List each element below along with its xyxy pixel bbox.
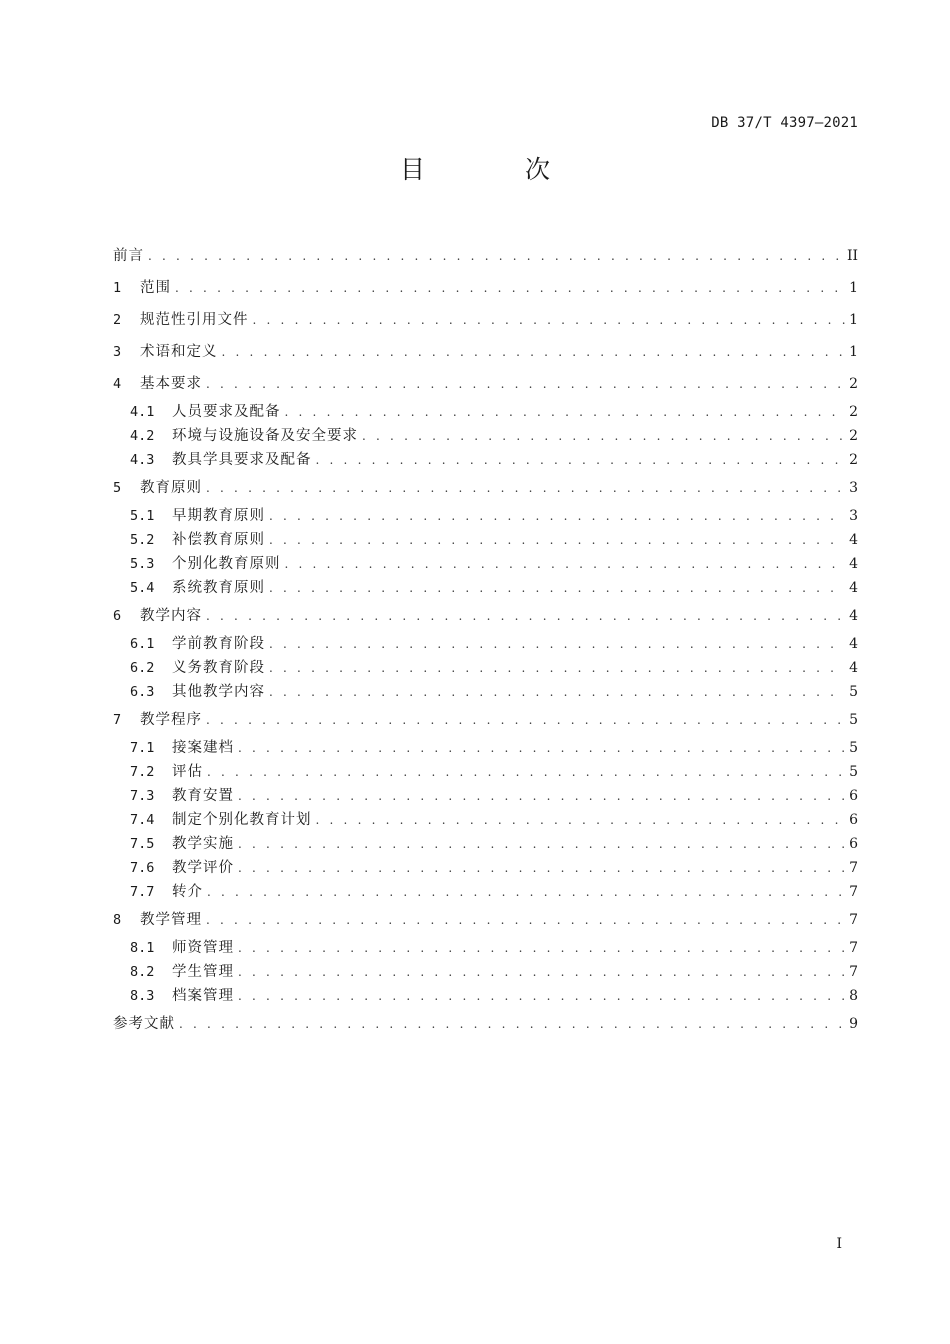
toc-entry-page: 5 xyxy=(849,740,858,756)
toc-entry[interactable] xyxy=(113,832,858,856)
toc-entry[interactable] xyxy=(113,600,858,632)
toc-entry-page: 7 xyxy=(849,860,858,876)
toc-dot-leader xyxy=(238,856,845,880)
toc-entry-title: 接案建档 xyxy=(172,740,234,756)
toc-dot-leader xyxy=(238,960,845,984)
toc-entry-page: 8 xyxy=(849,988,858,1004)
toc-entry-page: 6 xyxy=(849,836,858,852)
toc-entry-title: 个别化教育原则 xyxy=(172,556,281,572)
toc-entry[interactable] xyxy=(113,704,858,736)
toc-entry[interactable] xyxy=(113,984,858,1008)
toc-dot-leader xyxy=(238,784,845,808)
toc-entry-page: 4 xyxy=(849,608,858,624)
toc-entry-number: 8.2 xyxy=(130,964,155,980)
toc-entry-number: 8 xyxy=(113,912,122,928)
toc-entry-page: 3 xyxy=(849,508,858,524)
toc-dot-leader xyxy=(316,808,846,832)
toc-dot-leader xyxy=(148,240,843,272)
toc-entry-title: 学生管理 xyxy=(172,964,234,980)
toc-entry-number: 5.3 xyxy=(130,556,155,572)
toc-entry[interactable] xyxy=(113,576,858,600)
toc-entry-number: 4 xyxy=(113,376,122,392)
toc-entry-page: 3 xyxy=(849,480,858,496)
toc-dot-leader xyxy=(222,336,846,368)
toc-dot-leader xyxy=(238,736,845,760)
toc-entry-page: 5 xyxy=(849,764,858,780)
toc-entry[interactable] xyxy=(113,400,858,424)
toc-entry-number: 7 xyxy=(113,712,122,728)
toc-dot-leader xyxy=(206,904,845,936)
document-id: DB 37/T 4397—2021 xyxy=(711,115,858,131)
toc-entry-page: II xyxy=(846,248,858,264)
toc-entry-number: 4.3 xyxy=(130,452,155,468)
toc-entry-title: 评估 xyxy=(172,764,203,780)
toc-dot-leader xyxy=(269,504,845,528)
toc-dot-leader xyxy=(253,304,846,336)
toc-dot-leader xyxy=(269,680,845,704)
toc-entry[interactable] xyxy=(113,880,858,904)
toc-entry[interactable] xyxy=(113,760,858,784)
toc-entry-page: 4 xyxy=(849,580,858,596)
toc-entry-number: 7.4 xyxy=(130,812,155,828)
toc-entry-number: 7.1 xyxy=(130,740,155,756)
toc-dot-leader xyxy=(362,424,845,448)
toc-entry-title: 教具学具要求及配备 xyxy=(172,452,312,468)
toc-entry-title: 义务教育阶段 xyxy=(172,660,265,676)
toc-entry[interactable] xyxy=(113,1008,858,1040)
toc-entry-page: 6 xyxy=(849,788,858,804)
toc-dot-leader xyxy=(269,656,845,680)
toc-entry-title: 范围 xyxy=(140,280,171,296)
toc-entry[interactable] xyxy=(113,632,858,656)
toc-entry-number: 7.2 xyxy=(130,764,155,780)
toc-entry-page: 5 xyxy=(849,712,858,728)
toc-entry-number: 6 xyxy=(113,608,122,624)
toc-entry-number: 6.1 xyxy=(130,636,155,652)
toc-dot-leader xyxy=(207,880,845,904)
toc-dot-leader xyxy=(206,704,845,736)
toc-entry-title: 教育原则 xyxy=(140,480,202,496)
toc-entry[interactable] xyxy=(113,240,858,272)
toc-entry-title: 教育安置 xyxy=(172,788,234,804)
toc-entry-page: 2 xyxy=(849,376,858,392)
toc-dot-leader xyxy=(269,632,845,656)
toc-entry[interactable] xyxy=(113,856,858,880)
toc-entry[interactable] xyxy=(113,528,858,552)
toc-entry-number: 8.1 xyxy=(130,940,155,956)
toc-entry-page: 7 xyxy=(849,912,858,928)
toc-entry-title: 规范性引用文件 xyxy=(140,312,249,328)
toc-entry-number: 5.2 xyxy=(130,532,155,548)
toc-entry[interactable] xyxy=(113,504,858,528)
toc-entry[interactable] xyxy=(113,552,858,576)
toc-entry-page: 6 xyxy=(849,812,858,828)
toc-entry-title: 教学内容 xyxy=(140,608,202,624)
toc-dot-leader xyxy=(238,984,845,1008)
toc-entry[interactable] xyxy=(113,936,858,960)
toc-entry-title: 术语和定义 xyxy=(140,344,218,360)
toc-entry[interactable] xyxy=(113,472,858,504)
toc-entry[interactable] xyxy=(113,736,858,760)
toc-entry-number: 7.6 xyxy=(130,860,155,876)
toc-entry-page: 2 xyxy=(849,404,858,420)
toc-entry-number: 5.4 xyxy=(130,580,155,596)
toc-entry-number: 7.5 xyxy=(130,836,155,852)
toc-entry-title: 师资管理 xyxy=(172,940,234,956)
toc-entry-number: 6.3 xyxy=(130,684,155,700)
toc-dot-leader xyxy=(206,368,845,400)
toc-entry-number: 8.3 xyxy=(130,988,155,1004)
toc-dot-leader xyxy=(207,760,845,784)
toc-entry-title: 学前教育阶段 xyxy=(172,636,265,652)
toc-dot-leader xyxy=(269,576,845,600)
toc-entry[interactable] xyxy=(113,680,858,704)
toc-entry-page: 9 xyxy=(849,1016,858,1032)
toc-entry-title: 补偿教育原则 xyxy=(172,532,265,548)
toc-entry-title: 环境与设施设备及安全要求 xyxy=(172,428,358,444)
toc-entry[interactable] xyxy=(113,336,858,368)
toc-entry-number: 6.2 xyxy=(130,660,155,676)
toc-entry-title: 前言 xyxy=(113,248,144,264)
toc-entry-title: 系统教育原则 xyxy=(172,580,265,596)
toc-entry-page: 7 xyxy=(849,940,858,956)
page-title: 目 次 xyxy=(400,155,596,184)
toc-entry[interactable] xyxy=(113,424,858,448)
toc-dot-leader xyxy=(179,1008,845,1040)
toc-entry-title: 教学评价 xyxy=(172,860,234,876)
toc-entry[interactable] xyxy=(113,960,858,984)
toc-entry-number: 7.7 xyxy=(130,884,155,900)
toc-entry-page: 4 xyxy=(849,660,858,676)
table-of-contents xyxy=(113,240,858,1040)
toc-entry-title: 基本要求 xyxy=(140,376,202,392)
toc-entry-title: 档案管理 xyxy=(172,988,234,1004)
toc-dot-leader xyxy=(269,528,845,552)
toc-entry-title: 教学程序 xyxy=(140,712,202,728)
toc-entry[interactable] xyxy=(113,808,858,832)
toc-entry-page: 2 xyxy=(849,428,858,444)
toc-entry-number: 4.2 xyxy=(130,428,155,444)
toc-entry-number: 3 xyxy=(113,344,122,360)
toc-entry-number: 5 xyxy=(113,480,122,496)
toc-entry-number: 5.1 xyxy=(130,508,155,524)
toc-dot-leader xyxy=(238,832,845,856)
toc-entry-title: 教学管理 xyxy=(140,912,202,928)
toc-entry-page: 1 xyxy=(849,344,858,360)
toc-entry-title: 教学实施 xyxy=(172,836,234,852)
toc-dot-leader xyxy=(175,272,845,304)
toc-entry-page: 1 xyxy=(849,312,858,328)
toc-entry[interactable] xyxy=(113,368,858,400)
toc-entry-number: 4.1 xyxy=(130,404,155,420)
toc-entry-title: 其他教学内容 xyxy=(172,684,265,700)
toc-entry-page: 4 xyxy=(849,556,858,572)
toc-entry[interactable] xyxy=(113,904,858,936)
toc-entry-title: 转介 xyxy=(172,884,203,900)
toc-entry-page: 4 xyxy=(849,636,858,652)
toc-dot-leader xyxy=(238,936,845,960)
toc-entry-number: 7.3 xyxy=(130,788,155,804)
toc-dot-leader xyxy=(285,400,846,424)
page-number: I xyxy=(836,1236,842,1252)
toc-entry-page: 7 xyxy=(849,964,858,980)
toc-entry-number: 2 xyxy=(113,312,122,328)
toc-dot-leader xyxy=(206,472,845,504)
toc-entry-page: 5 xyxy=(849,684,858,700)
toc-dot-leader xyxy=(285,552,846,576)
toc-entry-title: 人员要求及配备 xyxy=(172,404,281,420)
toc-entry-page: 7 xyxy=(849,884,858,900)
toc-dot-leader xyxy=(206,600,845,632)
toc-entry[interactable] xyxy=(113,272,858,304)
toc-entry-title: 参考文献 xyxy=(113,1016,175,1032)
toc-entry[interactable] xyxy=(113,448,858,472)
toc-entry[interactable] xyxy=(113,784,858,808)
toc-entry-page: 1 xyxy=(849,280,858,296)
toc-entry-title: 早期教育原则 xyxy=(172,508,265,524)
toc-entry-title: 制定个别化教育计划 xyxy=(172,812,312,828)
toc-dot-leader xyxy=(316,448,846,472)
toc-entry-page: 2 xyxy=(849,452,858,468)
toc-entry[interactable] xyxy=(113,304,858,336)
toc-entry-page: 4 xyxy=(849,532,858,548)
toc-entry-number: 1 xyxy=(113,280,122,296)
toc-entry[interactable] xyxy=(113,656,858,680)
